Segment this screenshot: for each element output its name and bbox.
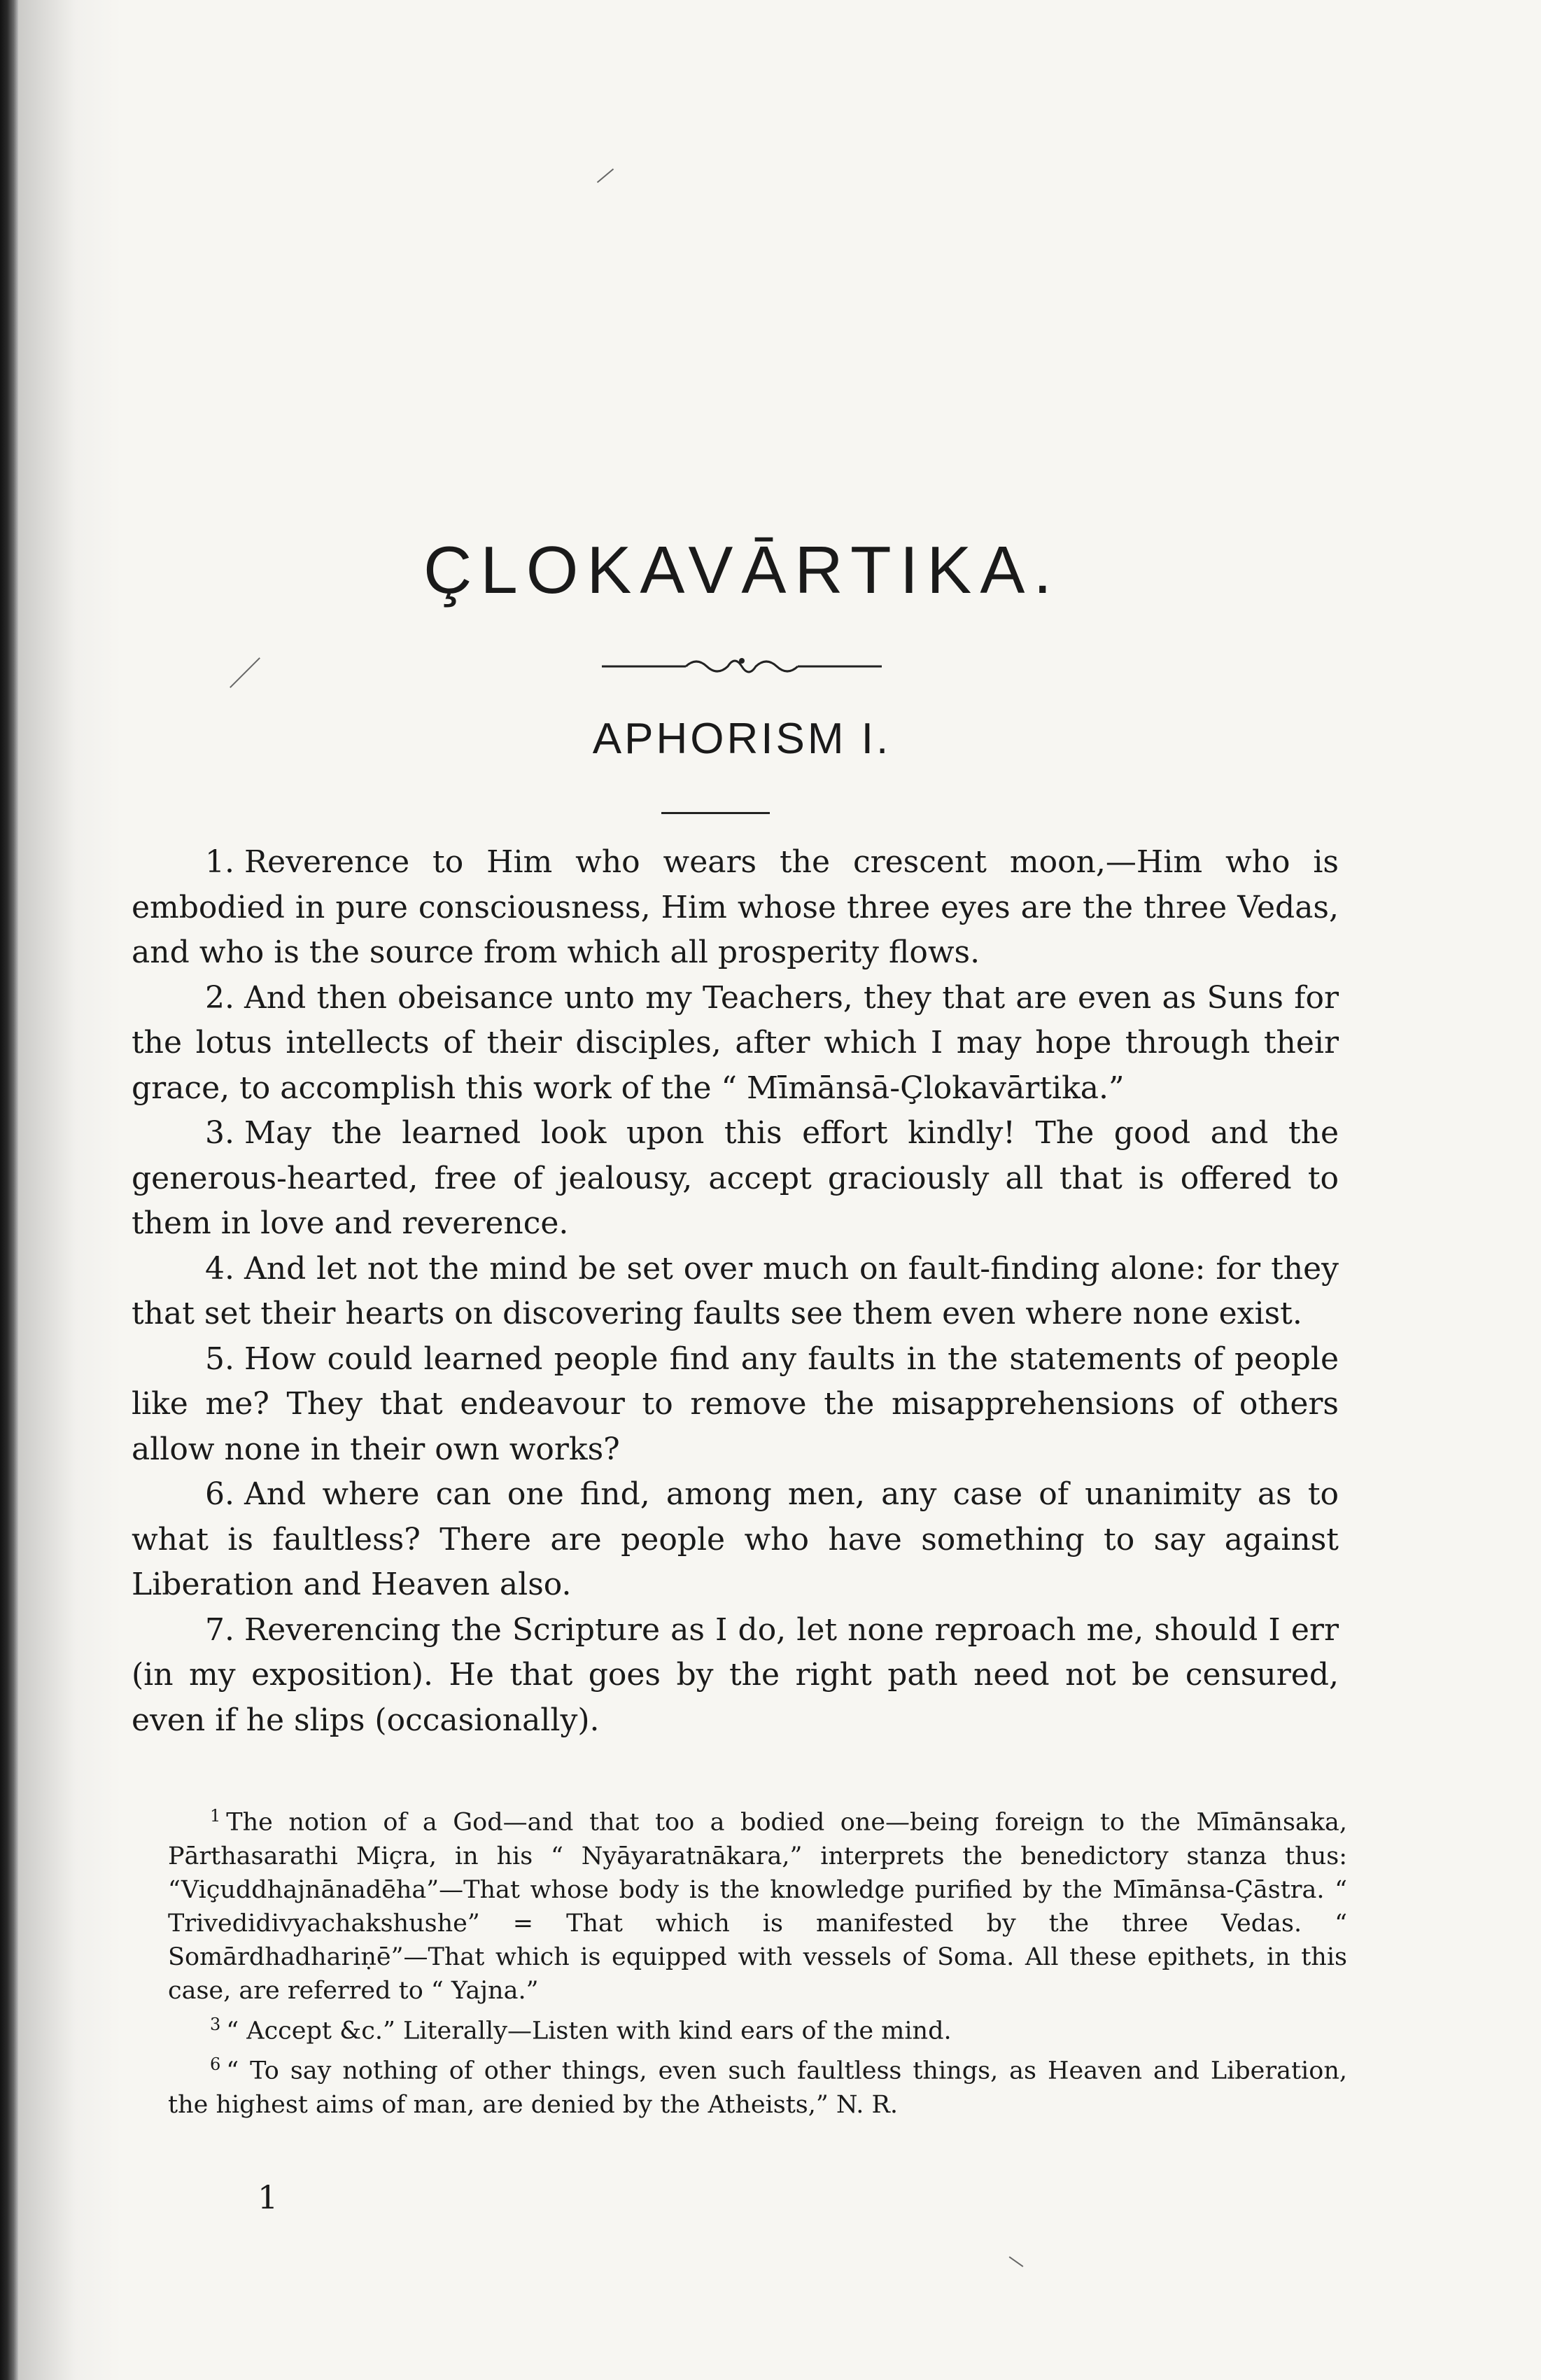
page-number: 1 (258, 2178, 279, 2216)
verse-number: 5. (205, 1340, 234, 1377)
verse-number: 4. (205, 1250, 234, 1287)
footnote-mark: 1 (210, 1806, 221, 1826)
verse-4 (132, 1247, 1339, 1337)
scan-mark (230, 657, 260, 688)
footnote-text: The notion of a God—and that too a bodied one—being foreign to the Mīmānsaka, Pārthasarathi Miçra, in his “ Nyāyaratnākara,” interprets the benedictory stanza thus: “Viçuddhajnānadēha”—That whose body is the knowledge purified by the Mīmānsa-Çāstra. “ Trivedidivyachakshushe” = That which is manifested by the three Vedas. “ Somārdhadhariṇē”—That which is equipped with vessels of Soma. All these epithets, in this case, are referred to “ Yajna.” (168, 1808, 1347, 2005)
verse-7 (132, 1608, 1339, 1744)
verse-number: 6. (205, 1476, 234, 1512)
verse-number: 1. (205, 844, 234, 880)
footnotes (168, 1799, 1347, 2122)
footnote-text: “ Accept &c.” Literally—Listen with kind ears of the mind. (226, 2017, 952, 2045)
footnote-6 (168, 2047, 1347, 2122)
footnote-mark: 3 (210, 2014, 221, 2034)
footnote-3 (168, 2008, 1347, 2048)
verse-2 (132, 976, 1339, 1112)
title-ornament (602, 651, 882, 679)
scan-mark (1009, 2256, 1024, 2267)
footnote-mark: 6 (210, 2054, 221, 2075)
verse-number: 7. (205, 1611, 234, 1648)
verse-6 (132, 1472, 1339, 1608)
verse-3 (132, 1111, 1339, 1247)
verse-1 (132, 840, 1339, 976)
verse-number: 2. (205, 979, 234, 1016)
verse-text: And then obeisance unto my Teachers, they that are even as Suns for the lotus intellects of their disciples, after which I may hope through their grace, to accomplish this work of the “ Mīmānsā-Çlokavārtika.” (132, 979, 1339, 1106)
section-divider (661, 812, 770, 814)
page-title: ÇLOKAVĀRTIKA. (423, 533, 1061, 608)
scan-mark (597, 169, 614, 183)
aphorism-heading: APHORISM I. (592, 715, 892, 763)
verse-text: And where can one find, among men, any case of unanimity as to what is faultless? There are people who have something to say against Liberation and Heaven also. (132, 1476, 1339, 1602)
verse-text: How could learned people find any faults in the statements of people like me? They that endeavour to remove the misapprehensions of others allow none in their own works? (132, 1340, 1339, 1467)
verse-list (132, 840, 1339, 1743)
verse-text: Reverence to Him who wears the crescent moon,—Him who is embodied in pure consciousness, Him whose three eyes are the three Vedas, and who is the source from which all prosperity flows. (132, 844, 1339, 970)
verse-5 (132, 1337, 1339, 1473)
verse-text: May the learned look upon this effort kindly! The good and the generous-hearted, free of jealousy, accept graciously all that is offered to them in love and reverence. (132, 1115, 1339, 1241)
verse-text: And let not the mind be set over much on fault-finding alone: for they that set their hearts on discovering faults see them even where none exist. (132, 1250, 1339, 1331)
verse-text: Reverencing the Scripture as I do, let none reproach me, should I err (in my exposition). He that goes by the right path need not be censured, even if he slips (occasionally). (132, 1611, 1339, 1738)
verse-number: 3. (205, 1115, 234, 1151)
footnote-text: “ To say nothing of other things, even such faultless things, as Heaven and Liberation, the highest aims of man, are denied by the Atheists,” N. R. (168, 2057, 1347, 2119)
footnote-1 (168, 1799, 1347, 2008)
